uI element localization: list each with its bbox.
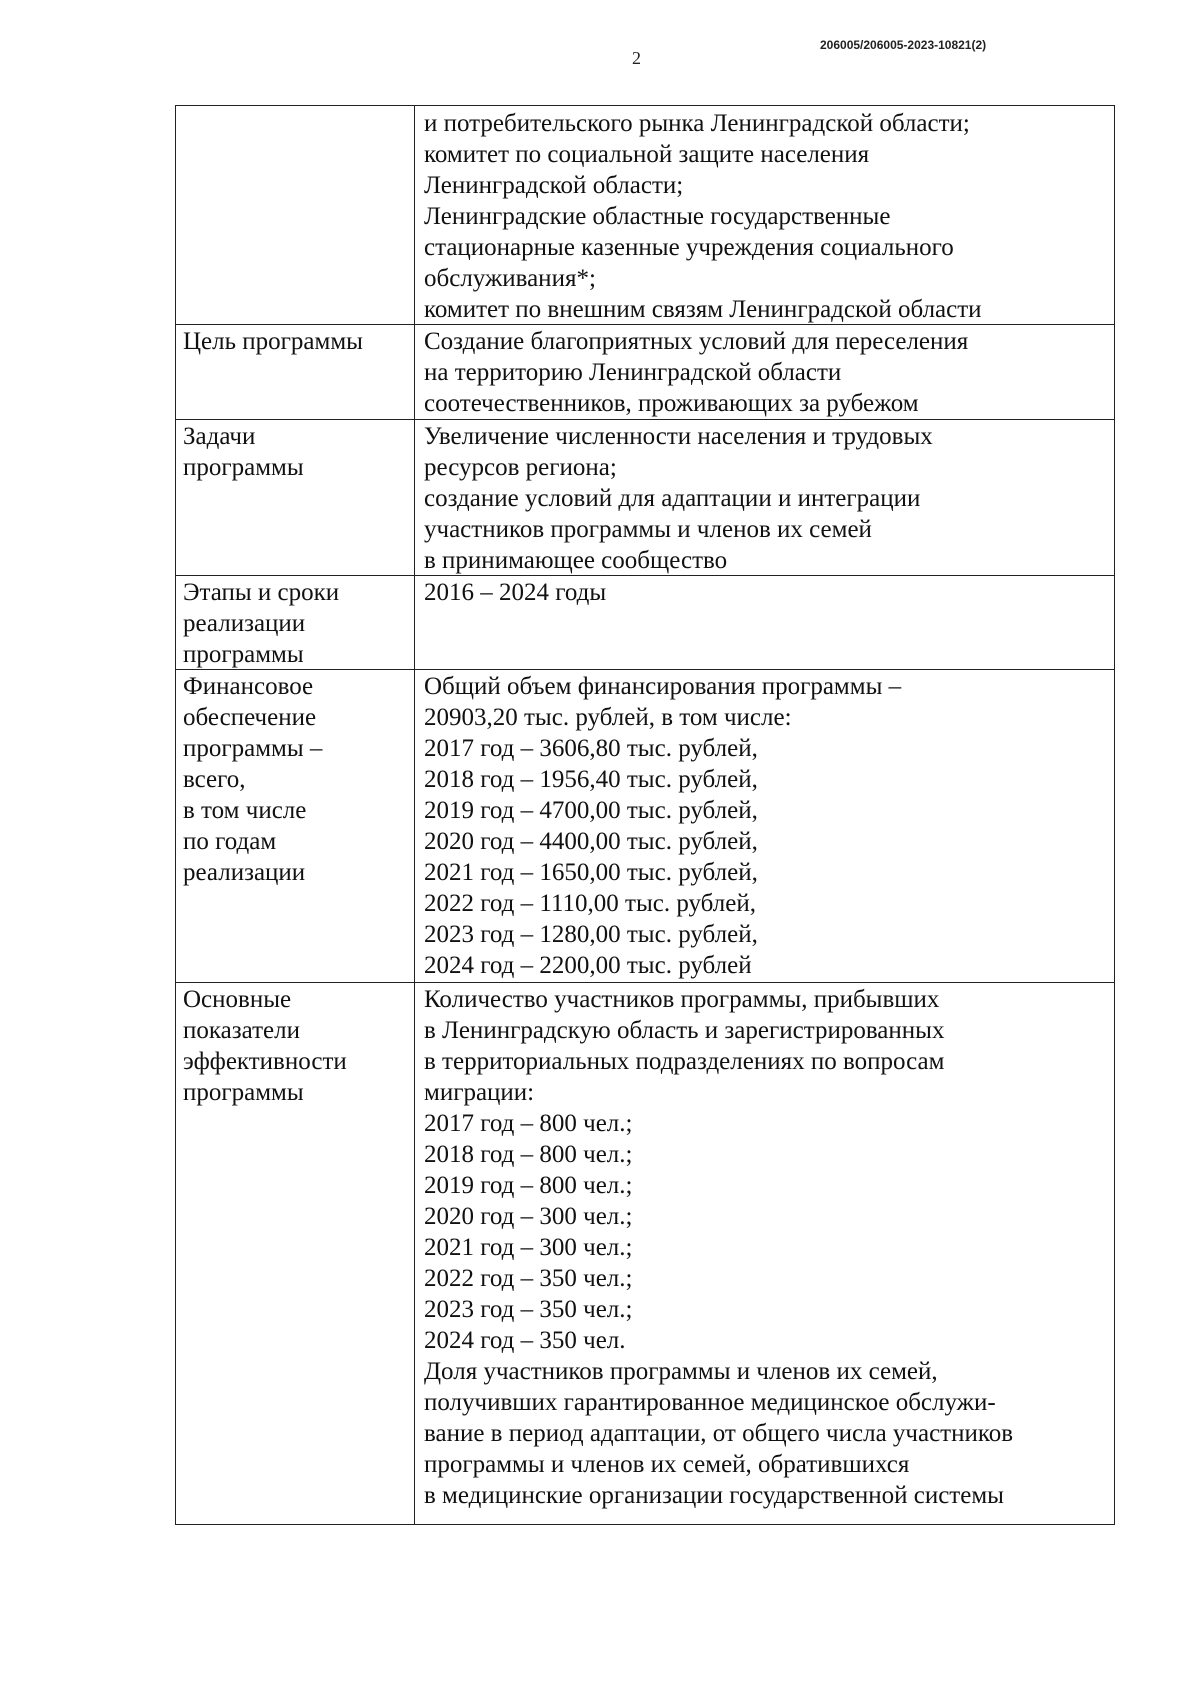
- content-line: в территориальных подразделениях по вопросам: [424, 1048, 945, 1075]
- content-line: Увеличение численности населения и трудовых: [424, 423, 933, 450]
- content-line: 2022 год – 1110,00 тыс. рублей,: [424, 890, 756, 917]
- table-row: [176, 106, 1114, 324]
- content-line: вание в период адаптации, от общего числа участников: [424, 1420, 1014, 1447]
- label-line: всего,: [183, 766, 246, 793]
- label-line: Цель программы: [183, 328, 363, 355]
- content-line: 2023 год – 350 чел.;: [424, 1296, 633, 1323]
- content-line: 2018 год – 1956,40 тыс. рублей,: [424, 766, 758, 793]
- content-line: 2019 год – 4700,00 тыс. рублей,: [424, 797, 758, 824]
- table-row: [176, 982, 1114, 1522]
- label-line: реализации: [183, 859, 306, 886]
- content-line: 2019 год – 800 чел.;: [424, 1172, 633, 1199]
- content-line: Ленинградские областные государственные: [424, 203, 891, 230]
- content-line: создание условий для адаптации и интеграции: [424, 485, 921, 512]
- row-content: [424, 421, 1114, 576]
- content-line: в медицинские организации государственной системы: [424, 1482, 1004, 1509]
- content-line: 2017 год – 800 чел.;: [424, 1110, 633, 1137]
- content-line: комитет по внешним связям Ленинградской области: [424, 296, 982, 323]
- content-line: участников программы и членов их семей: [424, 516, 872, 543]
- label-line: Этапы и сроки: [183, 579, 340, 606]
- content-line: 2021 год – 300 чел.;: [424, 1234, 633, 1261]
- content-line: комитет по социальной защите населения: [424, 141, 870, 168]
- content-line: 2020 год – 300 чел.;: [424, 1203, 633, 1230]
- content-line: Доля участников программы и членов их семей,: [424, 1358, 938, 1385]
- label-line: программы: [183, 454, 304, 481]
- content-line: 2024 год – 2200,00 тыс. рублей: [424, 952, 752, 979]
- label-line: Основные: [183, 986, 292, 1013]
- content-line: Ленинградской области;: [424, 172, 684, 199]
- row-content: [424, 326, 1114, 419]
- content-line: ресурсов региона;: [424, 454, 617, 481]
- content-line: соотечественников, проживающих за рубежом: [424, 390, 919, 417]
- content-line: программы и членов их семей, обратившихся: [424, 1451, 910, 1478]
- content-line: Создание благоприятных условий для переселения: [424, 328, 969, 355]
- label-line: программы –: [183, 735, 323, 762]
- label-line: обеспечение: [183, 704, 317, 731]
- content-line: 2017 год – 3606,80 тыс. рублей,: [424, 735, 758, 762]
- row-label: [183, 326, 408, 357]
- table-row: [176, 575, 1114, 669]
- content-line: получивших гарантированное медицинское обслужи-: [424, 1389, 996, 1416]
- content-line: 2023 год – 1280,00 тыс. рублей,: [424, 921, 758, 948]
- label-line: реализации: [183, 610, 306, 637]
- program-passport-table: [175, 105, 1115, 1525]
- row-content: [424, 984, 1114, 1511]
- content-line: 2020 год – 4400,00 тыс. рублей,: [424, 828, 758, 855]
- table-row: [176, 419, 1114, 575]
- content-line: 2018 год – 800 чел.;: [424, 1141, 633, 1168]
- content-line: 2016 – 2024 годы: [424, 579, 607, 606]
- content-line: в принимающее сообщество: [424, 547, 728, 574]
- label-line: в том числе: [183, 797, 307, 824]
- label-line: показатели: [183, 1017, 300, 1044]
- table-row: [176, 669, 1114, 982]
- label-line: программы: [183, 1079, 304, 1106]
- content-line: 2021 год – 1650,00 тыс. рублей,: [424, 859, 758, 886]
- document-id: 206005/206005-2023-10821(2): [820, 38, 987, 52]
- content-line: миграции:: [424, 1079, 535, 1106]
- content-line: 2024 год – 350 чел.: [424, 1327, 626, 1354]
- label-line: по годам: [183, 828, 277, 855]
- content-line: 2022 год – 350 чел.;: [424, 1265, 633, 1292]
- page-number: 2: [632, 48, 641, 68]
- label-line: Финансовое: [183, 673, 314, 700]
- row-label: [183, 577, 408, 670]
- content-line: на территорию Ленинградской области: [424, 359, 842, 386]
- table-row: [176, 324, 1114, 419]
- content-line: и потребительского рынка Ленинградской области;: [424, 110, 970, 137]
- content-line: Количество участников программы, прибывших: [424, 986, 940, 1013]
- content-line: 20903,20 тыс. рублей, в том числе:: [424, 704, 792, 731]
- content-line: обслуживания*;: [424, 265, 596, 292]
- label-line: эффективности: [183, 1048, 347, 1075]
- label-line: Задачи: [183, 423, 256, 450]
- content-line: Общий объем финансирования программы –: [424, 673, 902, 700]
- row-content: [424, 577, 1114, 608]
- row-label: [183, 421, 408, 483]
- content-line: в Ленинградскую область и зарегистрированных: [424, 1017, 945, 1044]
- row-label: [183, 671, 408, 888]
- row-content: [424, 108, 1114, 325]
- row-label: [183, 984, 408, 1108]
- content-line: стационарные казенные учреждения социального: [424, 234, 954, 261]
- label-line: программы: [183, 641, 304, 668]
- row-content: [424, 671, 1114, 981]
